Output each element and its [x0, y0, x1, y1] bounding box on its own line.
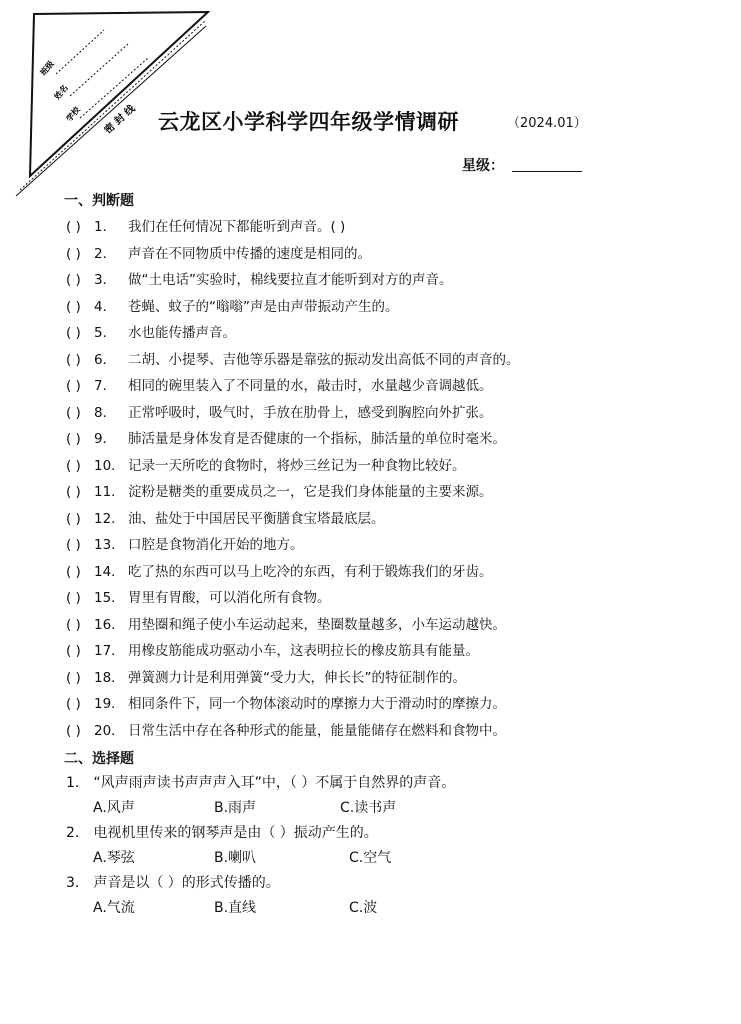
section-choice-heading: 二、选择题 — [64, 751, 134, 767]
choice-question-list — [66, 772, 706, 922]
binding-label-school: 学校 — [64, 105, 82, 124]
question-text: 相同条件下，同一个物体滚动时的摩擦力大于滑动时的摩擦力。 — [128, 696, 506, 712]
seal-line-text: 密 封 线 — [102, 103, 138, 137]
answer-paren: ( ) — [66, 643, 81, 659]
answer-paren: ( ) — [66, 484, 81, 500]
question-text: 二胡、小提琴、吉他等乐器是靠弦的振动发出高低不同的声音的。 — [128, 351, 520, 368]
judge-item — [66, 561, 706, 588]
question-number: 7． — [94, 378, 117, 394]
answer-paren: ( ) — [66, 272, 81, 288]
question-text: 水也能传播声音。 — [128, 325, 236, 341]
question-number: 12． — [94, 510, 125, 527]
answer-paren: ( ) — [66, 590, 81, 606]
answer-paren: ( ) — [66, 616, 81, 633]
question-text: 1． “风声雨声读书声声声入耳”中，（ ）不属于自然界的声音。 — [66, 775, 456, 791]
judge-item — [66, 455, 706, 482]
question-number: 16． — [94, 616, 125, 633]
judge-item — [66, 296, 706, 323]
judge-item — [66, 322, 706, 349]
choice-question — [66, 822, 706, 872]
question-text: 声音在不同物质中传播的速度是相同的。 — [128, 245, 371, 262]
judge-item — [66, 428, 706, 455]
page-title: 云龙区小学科学四年级学情调研 — [158, 110, 459, 134]
answer-paren: ( ) — [66, 722, 81, 739]
question-text: 油、盐处于中国居民平衡膳食宝塔最底层。 — [128, 510, 385, 527]
option-b: B.雨声 — [214, 800, 257, 816]
choice-question — [66, 772, 706, 822]
question-number: 10． — [94, 457, 125, 474]
question-number: 6． — [94, 351, 117, 368]
judge-item — [66, 587, 706, 614]
choice-question — [66, 872, 706, 922]
exam-date: （2024.01） — [507, 116, 587, 131]
judge-item — [66, 481, 706, 508]
question-text: 记录一天所吃的食物时，将炒三丝记为一种食物比较好。 — [128, 457, 466, 474]
question-text: 做“土电话”实验时，棉线要拉直才能听到对方的声音。 — [128, 272, 453, 288]
section-judge-heading: 一、判断题 — [64, 193, 134, 209]
question-text: 弹簧测力计是利用弹簧“受力大，伸长长”的特征制作的。 — [128, 669, 466, 686]
judge-item — [66, 402, 706, 429]
question-number: 17． — [94, 643, 125, 659]
answer-paren: ( ) — [66, 325, 81, 341]
binding-corner — [0, 0, 210, 200]
question-number: 1． — [94, 219, 117, 235]
question-text: 正常呼吸时，吸气时，手放在肋骨上，感受到胸腔向外扩张。 — [128, 404, 493, 421]
answer-paren: ( ) — [66, 245, 81, 262]
question-text: 用垫圈和绳子使小车运动起来，垫圈数量越多，小车运动越快。 — [128, 616, 506, 633]
star-answer-line — [512, 171, 582, 172]
question-number: 9． — [94, 431, 117, 447]
binding-label-class: 班级 — [38, 59, 56, 78]
answer-paren: ( ) — [66, 537, 81, 553]
judge-item — [66, 349, 706, 376]
question-text: 淀粉是糖类的重要成员之一，它是我们身体能量的主要来源。 — [128, 484, 493, 500]
option-b: B.喇叭 — [214, 850, 257, 866]
option-c: C.波 — [349, 900, 378, 916]
question-number: 5． — [94, 325, 117, 341]
question-text: 相同的碗里装入了不同量的水，敲击时，水量越少音调越低。 — [128, 378, 493, 394]
judge-item — [66, 508, 706, 535]
judge-item — [66, 375, 706, 402]
option-c: C.读书声 — [340, 800, 397, 816]
question-number: 11． — [94, 484, 125, 500]
answer-paren: ( ) — [66, 431, 81, 447]
question-text: 胃里有胃酸，可以消化所有食物。 — [128, 590, 331, 606]
judge-item — [66, 269, 706, 296]
question-number: 18． — [94, 669, 125, 686]
option-a: A.气流 — [93, 900, 135, 916]
question-text: 日常生活中存在各种形式的能量，能量能储存在燃料和食物中。 — [128, 722, 506, 739]
question-number: 2． — [94, 245, 117, 262]
judge-item — [66, 720, 706, 747]
answer-paren: ( ) — [66, 378, 81, 394]
star-label: 星级： — [462, 158, 504, 174]
answer-paren: ( ) — [66, 510, 81, 527]
question-number: 15． — [94, 590, 125, 606]
judge-item — [66, 667, 706, 694]
option-c: C.空气 — [349, 850, 392, 866]
question-number: 20． — [94, 722, 125, 739]
question-number: 4． — [94, 298, 117, 315]
judge-item — [66, 243, 706, 270]
question-text: 2． 电视机里传来的钢琴声是由（ ）振动产生的。 — [66, 825, 378, 841]
question-text: 苍蝇、蚊子的“嗡嗡”声是由声带振动产生的。 — [128, 298, 399, 315]
answer-paren: ( ) — [66, 563, 81, 580]
judge-item — [66, 693, 706, 720]
question-text: 吃了热的东西可以马上吃冷的东西，有利于锻炼我们的牙齿。 — [128, 563, 493, 580]
question-text: 口腔是食物消化开始的地方。 — [128, 537, 304, 553]
question-text: 用橡皮筋能成功驱动小车，这表明拉长的橡皮筋具有能量。 — [128, 643, 479, 659]
answer-paren: ( ) — [66, 696, 81, 712]
answer-paren: ( ) — [66, 298, 81, 315]
option-b: B.直线 — [214, 900, 257, 916]
judge-question-list — [66, 216, 706, 746]
judge-item — [66, 614, 706, 641]
answer-paren: ( ) — [66, 669, 81, 686]
question-text: 我们在任何情况下都能听到声音。( ) — [128, 219, 346, 235]
judge-item — [66, 216, 706, 243]
binding-label-name: 姓名 — [52, 83, 70, 102]
answer-paren: ( ) — [66, 404, 81, 421]
question-number: 8． — [94, 404, 117, 421]
judge-item — [66, 534, 706, 561]
question-number: 14． — [94, 563, 125, 580]
question-number: 13． — [94, 537, 125, 553]
answer-paren: ( ) — [66, 457, 81, 474]
question-text: 3． 声音是以（ ）的形式传播的。 — [66, 875, 280, 891]
answer-paren: ( ) — [66, 219, 81, 235]
option-a: A.琴弦 — [93, 850, 135, 866]
judge-item — [66, 640, 706, 667]
question-number: 3． — [94, 272, 117, 288]
option-a: A.风声 — [93, 800, 135, 816]
question-text: 肺活量是身体发育是否健康的一个指标，肺活量的单位时毫米。 — [128, 431, 506, 447]
answer-paren: ( ) — [66, 351, 81, 368]
question-number: 19． — [94, 696, 125, 712]
